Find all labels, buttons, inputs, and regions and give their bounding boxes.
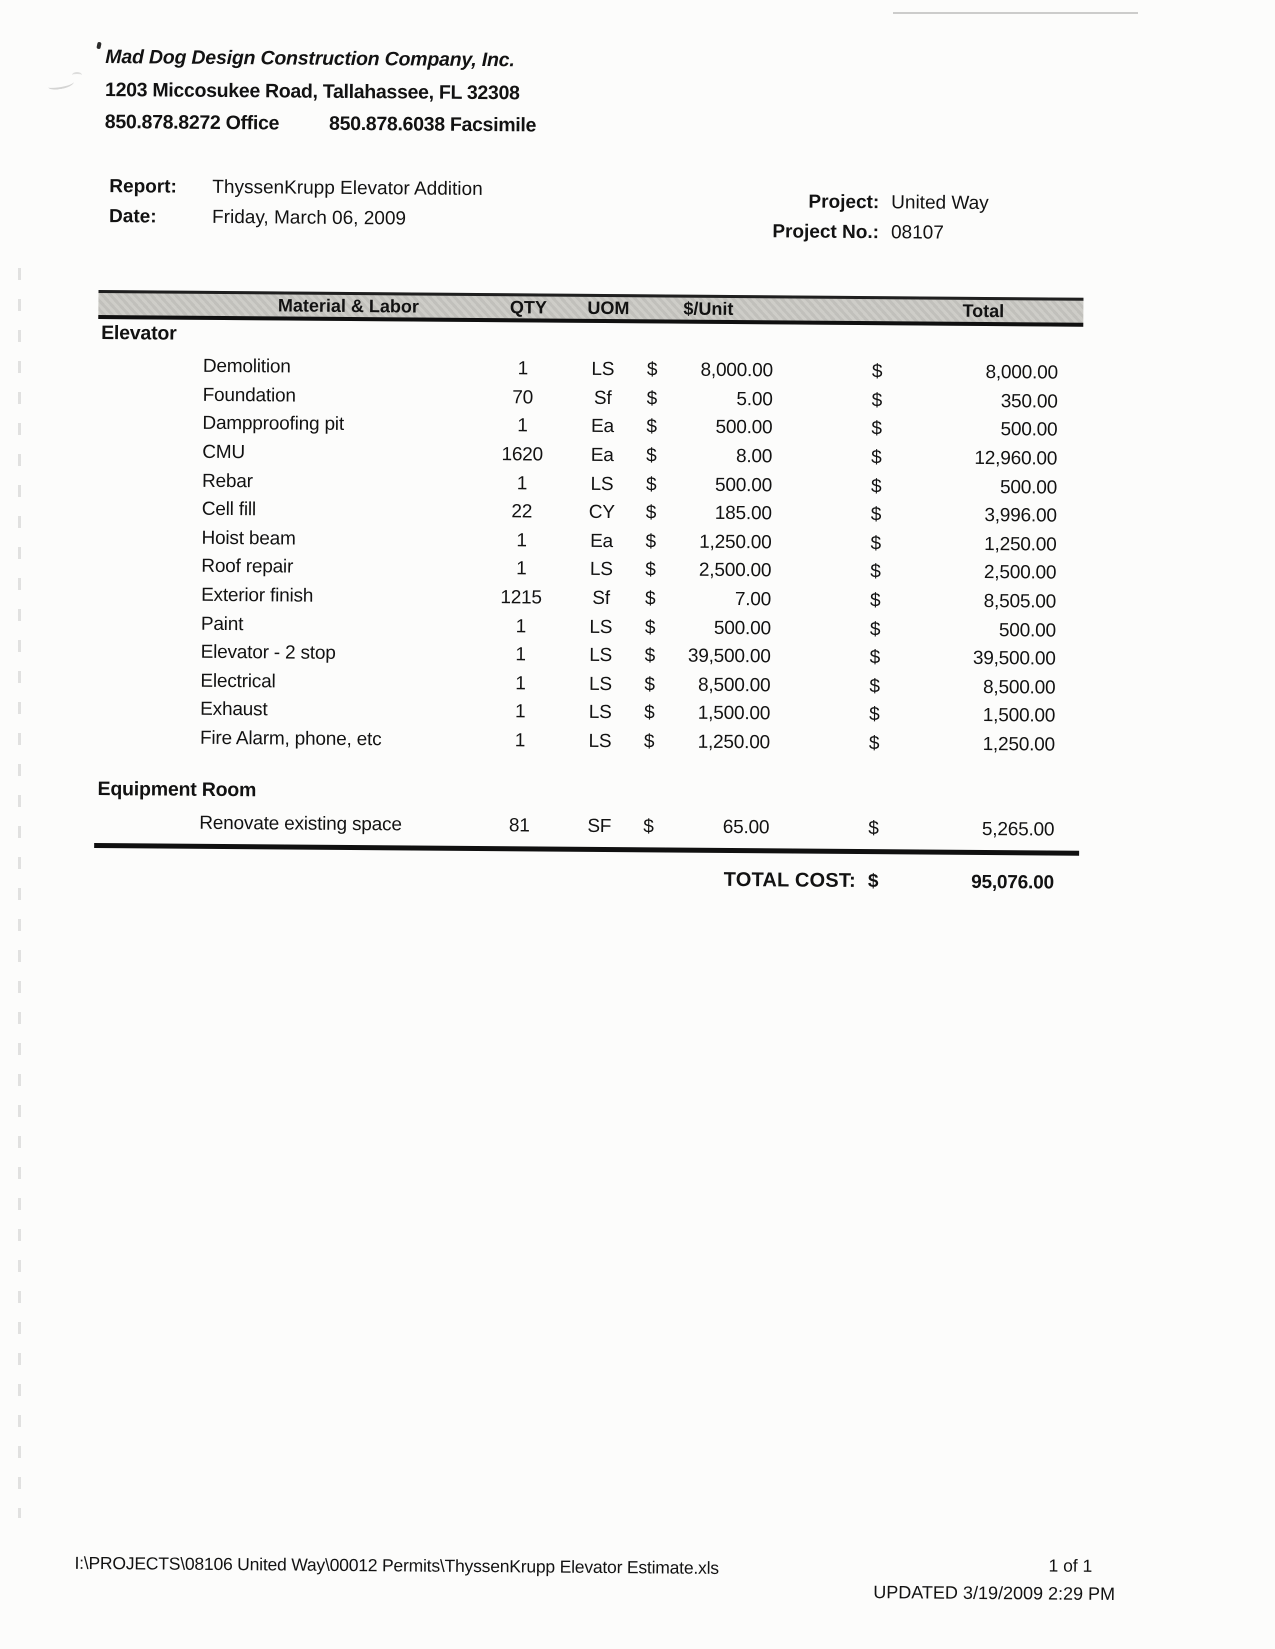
line-item-uom: LS — [589, 645, 613, 667]
report-meta — [109, 176, 483, 239]
total-currency-symbol: $ — [870, 590, 881, 612]
line-item-uom: CY — [588, 502, 615, 524]
line-item-name: Electrical — [200, 670, 276, 693]
line-item-uom: Sf — [593, 387, 612, 409]
line-item-name: Rebar — [201, 470, 253, 492]
total-cost-value: 95,076.00 — [971, 871, 1054, 894]
line-item-qty: 1 — [514, 701, 526, 723]
project-meta — [649, 190, 989, 253]
column-header-material-labor: Material & Labor — [277, 295, 419, 317]
unit-currency-symbol: $ — [646, 445, 657, 467]
total-cost-row — [94, 861, 1079, 899]
line-item-uom: LS — [589, 559, 613, 581]
total-currency-symbol: $ — [869, 618, 881, 640]
line-item-name: Exhaust — [200, 699, 268, 721]
line-item-qty: 1 — [517, 415, 528, 437]
total-currency-symbol: $ — [869, 704, 880, 726]
project-label: Project: — [808, 191, 880, 214]
total-currency-symbol: $ — [869, 647, 881, 669]
line-item-qty: 1215 — [500, 587, 542, 609]
line-item-qty: 1 — [516, 530, 527, 552]
date-label: Date: — [109, 206, 157, 228]
spacer — [769, 828, 864, 829]
line-item-unit-price: 1,500.00 — [697, 703, 771, 725]
spacer — [771, 572, 866, 573]
line-item-unit-price: 8,000.00 — [700, 360, 773, 382]
spacer — [770, 715, 865, 716]
unit-currency-symbol: $ — [644, 702, 655, 724]
line-item-total: 8,000.00 — [985, 362, 1058, 384]
report-row — [109, 176, 483, 201]
line-item-name: Exterior finish — [201, 584, 314, 607]
line-item-name: Elevator - 2 stop — [200, 642, 336, 665]
line-item-unit-price: 65.00 — [722, 816, 770, 838]
total-currency-symbol: $ — [870, 532, 881, 555]
unit-currency-symbol: $ — [643, 815, 654, 837]
spacer — [772, 543, 867, 544]
unit-currency-symbol: $ — [646, 388, 658, 410]
line-item-name: Roof repair — [201, 556, 294, 578]
total-currency-symbol: $ — [870, 475, 882, 497]
section-header: Equipment Room — [97, 778, 257, 802]
line-item-qty: 1 — [514, 730, 526, 752]
line-item-total: 500.00 — [999, 476, 1058, 499]
line-item-qty: 1 — [515, 644, 526, 666]
line-item-uom: LS — [590, 473, 614, 495]
line-item-total: 8,505.00 — [983, 591, 1057, 613]
line-item-name: Foundation — [202, 384, 296, 407]
line-item-total: 39,500.00 — [972, 648, 1056, 670]
line-item-uom: Sf — [592, 587, 610, 610]
project-value: United Way — [891, 192, 989, 214]
line-item-total: 5,265.00 — [981, 818, 1055, 841]
unit-currency-symbol: $ — [644, 674, 655, 696]
total-currency-symbol: $ — [868, 733, 880, 755]
line-item-name: Hoist beam — [201, 527, 296, 550]
line-item-unit-price: 7.00 — [734, 589, 772, 611]
letterhead — [105, 46, 537, 137]
company-phones — [105, 111, 536, 137]
line-item-name: Paint — [200, 613, 244, 635]
line-item-unit-price: 500.00 — [715, 417, 773, 439]
total-divider-rule — [94, 843, 1079, 856]
project-no-label: Project No.: — [772, 221, 880, 244]
unit-currency-symbol: $ — [645, 559, 656, 581]
line-item-total: 1,500.00 — [982, 705, 1056, 727]
line-item-qty: 1 — [516, 558, 527, 580]
total-currency-symbol: $ — [867, 870, 879, 893]
line-item-unit-price: 500.00 — [713, 617, 771, 639]
spacer — [770, 743, 865, 744]
phone-facsimile: 850.878.6038 Facsimile — [329, 112, 537, 137]
line-item-uom: LS — [588, 730, 612, 753]
line-item-uom: LS — [589, 616, 613, 638]
report-value: ThyssenKrupp Elevator Addition — [212, 176, 483, 201]
line-item-unit-price: 8,500.00 — [697, 674, 771, 697]
total-cost-label: TOTAL COST: — [723, 869, 856, 893]
spacer — [772, 486, 867, 487]
line-item-uom: Ea — [590, 444, 614, 467]
total-currency-symbol: $ — [870, 561, 881, 583]
line-item-total: 1,250.00 — [982, 733, 1056, 756]
line-item-unit-price: 1,250.00 — [699, 531, 772, 554]
line-item-uom: LS — [591, 359, 615, 381]
line-item-total: 8,500.00 — [982, 676, 1056, 699]
unit-currency-symbol: $ — [645, 588, 656, 610]
column-header-unit-price: $/Unit — [683, 298, 734, 319]
footer-updated-timestamp: UPDATED 3/19/2009 2:29 PM — [873, 1582, 1116, 1605]
unit-currency-symbol: $ — [646, 359, 658, 381]
line-item-uom: LS — [588, 673, 612, 695]
line-item-unit-price: 8.00 — [735, 446, 773, 468]
estimate-table — [94, 290, 1084, 899]
line-item-name: Fire Alarm, phone, etc — [199, 727, 382, 751]
total-currency-symbol: $ — [868, 817, 879, 839]
line-item-uom: Ea — [590, 530, 614, 552]
line-item-qty: 1 — [516, 472, 528, 495]
total-currency-symbol: $ — [871, 389, 883, 412]
column-header-total: Total — [962, 300, 1005, 322]
line-item-qty: 1620 — [501, 444, 544, 466]
spacer — [772, 515, 867, 516]
unit-currency-symbol: $ — [646, 416, 657, 438]
total-currency-symbol: $ — [871, 361, 883, 383]
line-item-name: Cell fill — [201, 499, 257, 521]
column-header-qty: QTY — [509, 297, 547, 318]
line-item-total: 1,250.00 — [984, 533, 1057, 556]
total-currency-symbol: $ — [870, 504, 882, 526]
line-item-uom: LS — [588, 702, 612, 724]
project-row — [649, 190, 989, 215]
line-item-qty: 22 — [511, 501, 533, 523]
spacer — [771, 600, 866, 601]
line-item-uom: Ea — [590, 416, 614, 438]
footer-file-path: I:\PROJECTS\08106 United Way\00012 Permits\ThyssenKrupp Elevator Estimate.xls — [74, 1552, 719, 1578]
section-header: Elevator — [101, 322, 177, 345]
project-no-row — [649, 220, 989, 245]
line-item-qty: 1 — [517, 358, 529, 380]
project-no-value: 08107 — [890, 222, 944, 244]
unit-currency-symbol: $ — [644, 616, 656, 639]
unit-currency-symbol: $ — [645, 531, 657, 553]
total-currency-symbol: $ — [871, 418, 882, 440]
line-item-name: Demolition — [202, 356, 291, 378]
date-value: Friday, March 06, 2009 — [211, 206, 407, 230]
column-header-uom: UOM — [587, 297, 630, 319]
line-item-total: 3,996.00 — [984, 505, 1057, 527]
total-currency-symbol: $ — [869, 675, 880, 697]
line-item-qty: 1 — [515, 673, 526, 695]
line-item-total: 2,500.00 — [983, 562, 1057, 584]
unit-currency-symbol: $ — [644, 645, 656, 667]
spacer — [773, 400, 868, 401]
report-label: Report: — [109, 176, 177, 198]
spacer — [772, 457, 867, 458]
line-item-qty: 81 — [508, 814, 530, 837]
line-item-total: 500.00 — [1000, 419, 1058, 442]
phone-office: 850.878.8272 Office — [104, 111, 280, 135]
spacer — [770, 686, 865, 687]
footer-page-number: 1 of 1 — [1048, 1555, 1093, 1576]
company-address: 1203 Miccosukee Road, Tallahassee, FL 32308 — [104, 79, 520, 105]
line-item-unit-price: 5.00 — [736, 388, 773, 411]
line-item-name: Dampproofing pit — [202, 413, 345, 436]
total-currency-symbol: $ — [871, 447, 882, 469]
spacer — [772, 429, 867, 430]
line-item-unit-price: 2,500.00 — [698, 560, 772, 582]
spacer — [771, 629, 866, 630]
line-item-total: 350.00 — [1000, 390, 1058, 413]
line-item-name: Renovate existing space — [199, 812, 402, 836]
unit-currency-symbol: $ — [643, 731, 655, 753]
line-item-unit-price: 500.00 — [714, 474, 773, 496]
line-item-unit-price: 1,250.00 — [697, 731, 771, 754]
line-item-name: CMU — [202, 441, 245, 464]
table-body — [94, 320, 1083, 845]
line-item-qty: 1 — [515, 615, 527, 638]
line-item-total: 500.00 — [998, 619, 1056, 642]
line-item-uom: SF — [587, 815, 612, 837]
unit-currency-symbol: $ — [645, 473, 657, 496]
line-item-unit-price: 39,500.00 — [687, 645, 771, 668]
company-name: Mad Dog Design Construction Company, Inc. — [105, 46, 515, 72]
line-item-unit-price: 185.00 — [714, 503, 772, 525]
line-item-qty: 70 — [512, 387, 534, 409]
line-item-total: 12,960.00 — [974, 447, 1058, 470]
spacer — [773, 372, 868, 373]
spacer — [771, 658, 866, 659]
date-row — [109, 206, 483, 231]
unit-currency-symbol: $ — [645, 502, 657, 524]
